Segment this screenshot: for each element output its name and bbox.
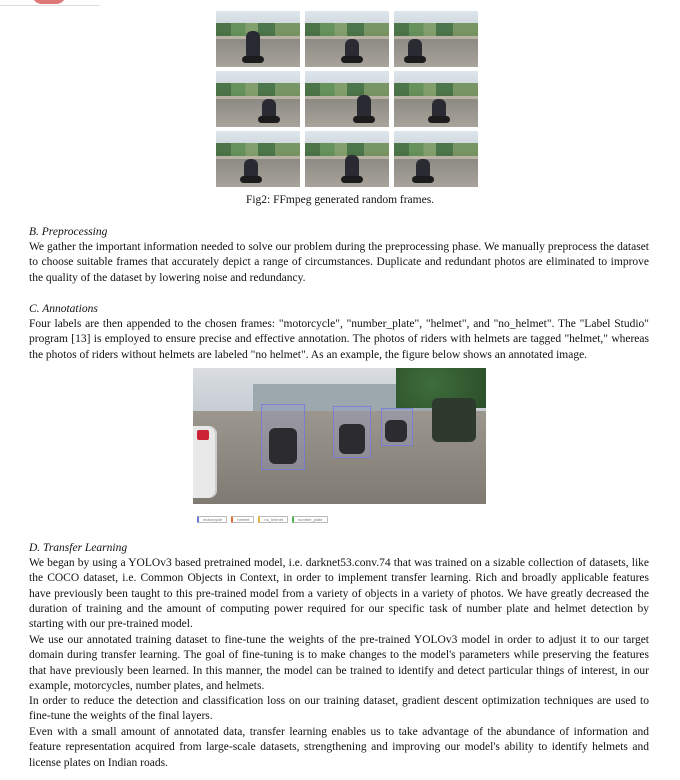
paragraph-annotations: Four labels are then appended to the chosen frames: "motorcycle", "number_plate", "helmet", and "no_helmet". The "Label Studio" program [13] is employed to ensure precise and effective annotation. The photos of riders with helmets are tagged "helmet," whereas the photos of riders without helmets are labeled "no helmet". As an example, the figure below shows an annotated image.	[29, 318, 649, 361]
legend-label: helmet	[231, 516, 254, 523]
motorcycle-figure	[339, 424, 365, 454]
frame-image	[305, 71, 389, 127]
section-heading-annotations: C. Annotations	[29, 303, 98, 315]
paragraph-transfer-learning-3: In order to reduce the detection and classification loss on our training dataset, gradient descent optimization techniques are used to fine-tune the weights of the final layers.	[29, 695, 649, 723]
frame-image	[394, 71, 478, 127]
figure-caption: Fig2: FFmpeg generated random frames.	[245, 194, 435, 206]
figure-2-frames-grid	[216, 11, 478, 189]
motorcycle-figure	[385, 420, 407, 442]
frame-image	[216, 11, 300, 67]
motorcycle-figure	[269, 428, 297, 464]
legend-label: number_plate	[292, 516, 327, 523]
frame-image	[305, 131, 389, 187]
paragraph-transfer-learning-2: We use our annotated training dataset to fine-tune the weights of the pre-trained YOLOv3 model in order to adjust it to our target domain during transfer learning. The goal of fine-tuning is to make changes to the model's parameters while preserving the features that have previously been learned. In this manner, the model can be trained to identify and detect particular things of interest, in our example, motorcycles, number plates, and helmets.	[29, 634, 649, 692]
logo-fragment	[0, 0, 100, 6]
frame-image	[394, 131, 478, 187]
annotation-legend	[193, 504, 486, 528]
frame-image	[216, 131, 300, 187]
frame-image	[305, 11, 389, 67]
paragraph-transfer-learning-4: Even with a small amount of annotated data, transfer learning enables us to take advantage of the abundance of information and feature representation acquired from large-scale datasets, strengthening and improving our model's ability to identify helmets and license plates on Indian roads.	[29, 726, 649, 769]
legend-label: motorcycle	[197, 516, 227, 523]
paragraph-preprocessing: We gather the important information needed to solve our problem during the preprocessing phase. We manually preprocess the dataset to choose suitable frames that accurately depict a range of circumstances. Duplicate and redundant photos are eliminated to improve the quality of the dataset by lowering noise and redundancy.	[29, 241, 649, 284]
parked-car	[193, 426, 217, 498]
auto-rickshaw	[432, 398, 476, 442]
logo-mark	[32, 0, 66, 4]
section-heading-preprocessing: B. Preprocessing	[29, 226, 108, 238]
annotated-image	[193, 368, 486, 528]
legend-label: no_helmet	[258, 516, 288, 523]
frame-image	[394, 11, 478, 67]
frame-image	[216, 71, 300, 127]
header-rule	[0, 5, 100, 6]
section-heading-transfer-learning: D. Transfer Learning	[29, 542, 128, 554]
paragraph-transfer-learning-1: We began by using a YOLOv3 based pretrained model, i.e. darknet53.conv.74 that was trained on a sizable collection of datasets, like the COCO dataset, i.e. Common Objects in Context, in order to implement transfer learning. Rich and broadly applicable features have previously been taught to this pre-trained model from a variety of objects in a variety of photos. We have greatly decreased the duration of training and the amount of computing power required for our specific task of number plate and helmet detection by starting with our pre-trained model.	[29, 557, 649, 631]
